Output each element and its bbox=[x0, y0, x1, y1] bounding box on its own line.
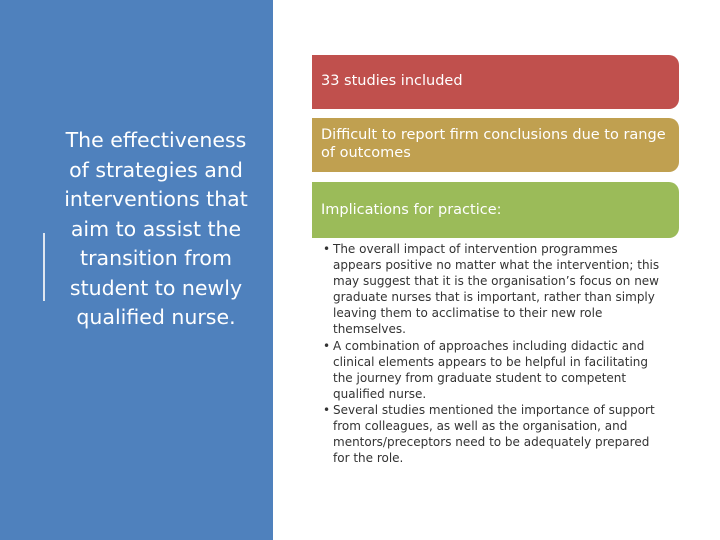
accent-bar bbox=[43, 233, 45, 301]
box-studies-included-label: 33 studies included bbox=[321, 73, 463, 89]
left-title-panel bbox=[0, 0, 273, 540]
list-item: • The overall impact of intervention programmes appears positive no matter what the intervention; this may suggest that it is the organisation’s focus on new graduate nurses that is important, rather than simply leaving them to acclimatise to their new role themselves. bbox=[323, 241, 663, 338]
box-difficult-conclusions-label: Difficult to report firm conclusions due to range of outcomes bbox=[321, 127, 666, 161]
implications-list bbox=[323, 241, 663, 466]
box-studies-included bbox=[312, 55, 679, 109]
list-item: • A combination of approaches including didactic and clinical elements appears to be helpful in facilitating the journey from graduate student to competent qualified nurse. bbox=[323, 338, 663, 402]
list-item: • Several studies mentioned the importance of support from colleagues, as well as the organisation, and mentors/preceptors need to be adequately prepared for the role. bbox=[323, 402, 663, 466]
box-implications bbox=[312, 182, 679, 238]
box-implications-label: Implications for practice: bbox=[321, 202, 502, 218]
box-difficult-conclusions bbox=[312, 118, 679, 172]
slide-title: The effectiveness of strategies and interventions that aim to assist the transition from student to newly qualified nurse. bbox=[64, 128, 248, 329]
